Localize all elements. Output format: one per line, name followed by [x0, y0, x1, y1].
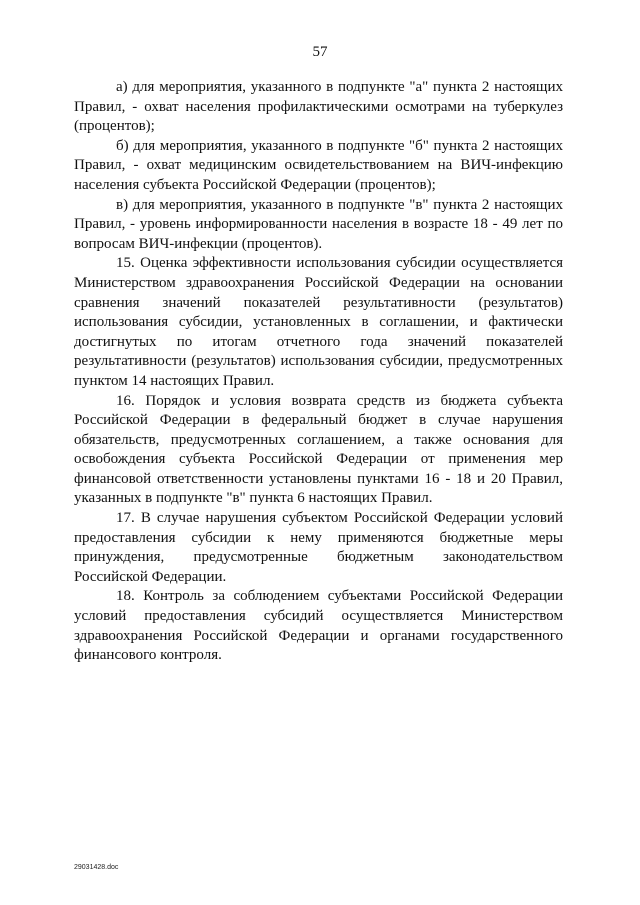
- paragraph-16: 16. Порядок и условия возврата средств из бюджета субъекта Российской Федерации в федеральный бюджет в случае нарушения обязательств, предусмотренных соглашением, а также основания для освобождения субъекта Российской Федерации от применения мер финансовой ответственности установлены пунктами 16 - 18 и 20 Правил, указанных в подпункте "в" пункта 6 настоящих Правил.: [74, 392, 563, 507]
- paragraph-subitem-v: в) для мероприятия, указанного в подпункте "в" пункта 2 настоящих Правил, - уровень информированности населения в возрасте 18 - 49 лет по вопросам ВИЧ-инфекции (процентов).: [74, 196, 563, 252]
- paragraph-subitem-a: а) для мероприятия, указанного в подпункте "а" пункта 2 настоящих Правил, - охват населения профилактическими осмотрами на туберкулез (процентов);: [74, 79, 563, 135]
- paragraph-subitem-b: б) для мероприятия, указанного в подпункте "б" пункта 2 настоящих Правил, - охват медицинским освидетельствованием на ВИЧ-инфекцию населения субъекта Российской Федерации (процентов);: [74, 137, 563, 193]
- document-body: [74, 78, 563, 666]
- document-filename: 29031428.doc: [74, 864, 119, 871]
- paragraph-18: 18. Контроль за соблюдением субъектами Российской Федерации условий предоставления субсидий осуществляется Министерством здравоохранения Российской Федерации и органами государственного финансового контроля.: [74, 588, 563, 664]
- paragraph-15: 15. Оценка эффективности использования субсидии осуществляется Министерством здравоохранения Российской Федерации на основании сравнения значений показателей результативности (результатов) использования субсидии, установленных в соглашении, и фактически достигнутых по итогам отчетного года значений показателей результативности (результатов) использования субсидии, предусмотренных пунктом 14 настоящих Правил.: [74, 255, 563, 389]
- paragraph-17: 17. В случае нарушения субъектом Российской Федерации условий предоставления субсидии к нему применяются бюджетные меры принуждения, предусмотренные бюджетным законодательством Российской Федерации.: [74, 510, 563, 585]
- page-number: 57: [312, 44, 328, 60]
